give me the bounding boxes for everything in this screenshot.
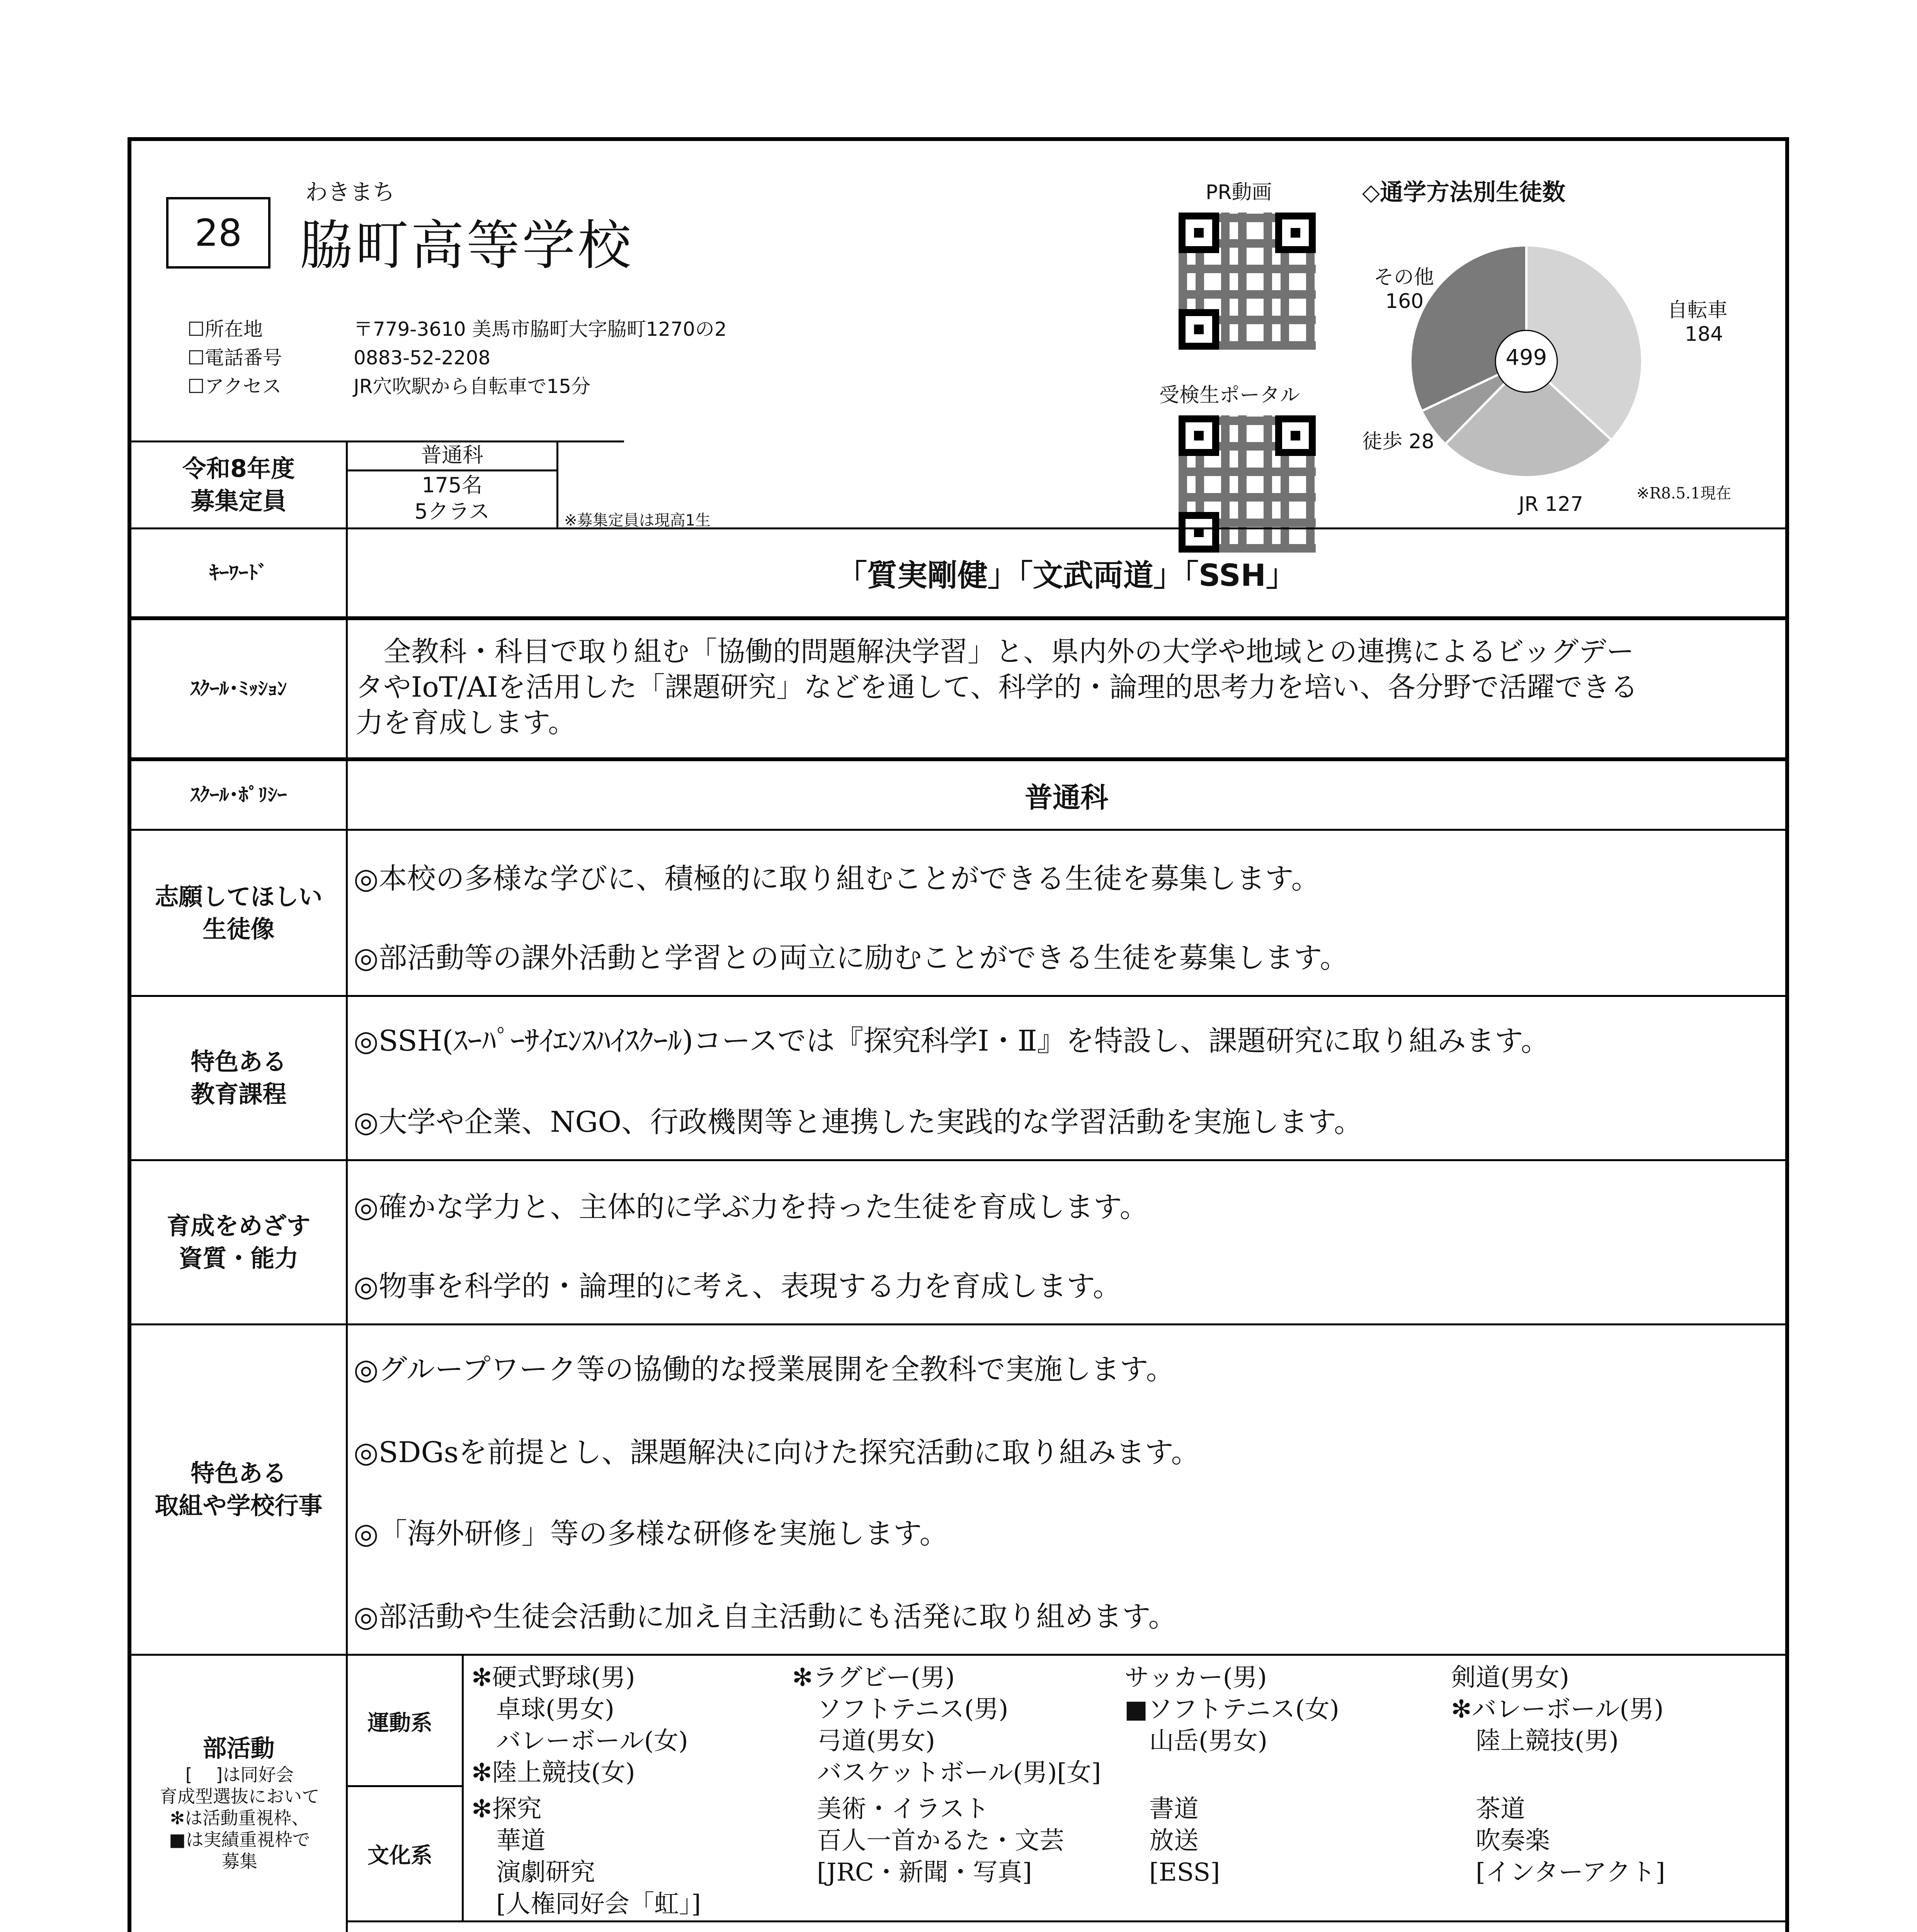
divider bbox=[131, 1159, 1785, 1161]
divider bbox=[462, 1654, 464, 1920]
policy-label: ｽｸｰﾙ･ﾎﾟﾘｼｰ bbox=[190, 783, 287, 806]
club-item: ✻ラグビー(男) bbox=[792, 1663, 955, 1692]
club-item: 茶道 bbox=[1451, 1795, 1525, 1823]
club-item: 書道 bbox=[1124, 1795, 1199, 1823]
label-jr: JR 127 bbox=[1519, 493, 1584, 516]
mission-line: タやIoT/AIを活用した「課題研究」などを通して、科学的・論理的思考力を培い、各分野で活躍できる bbox=[356, 671, 1638, 703]
club-item: 山岳(男女) bbox=[1124, 1727, 1267, 1755]
info-row-address bbox=[187, 315, 727, 344]
school-number-box bbox=[166, 197, 270, 269]
label-other: その他 bbox=[1374, 266, 1434, 289]
divider bbox=[131, 1654, 1785, 1656]
info-value: 〒779-3610 美馬市脇町大字脇町1270の2 bbox=[354, 318, 727, 340]
info-label: ☐電話番号 bbox=[187, 347, 282, 369]
curriculum-item: ◎大学や企業、NGO、行政機関等と連携した実践的な学習活動を実施します。 bbox=[354, 1105, 1363, 1139]
club-item: 弓道(男女) bbox=[792, 1727, 935, 1755]
club-item: 放送 bbox=[1124, 1827, 1199, 1855]
label-bicycle: 自転車 bbox=[1667, 299, 1728, 322]
ideal-item: ◎本校の多様な学びに、積極的に取り組むことができる生徒を募集します。 bbox=[354, 862, 1320, 895]
abilities-item: ◎物事を科学的・論理的に考え、表現する力を育成します。 bbox=[354, 1270, 1122, 1303]
club-item: ✻硬式野球(男) bbox=[471, 1663, 635, 1692]
club-item: 陸上競技(男) bbox=[1451, 1727, 1619, 1755]
curriculum-item: ◎SSH(ｽｰﾊﾟｰｻｲｴﾝｽﾊｲｽｸｰﾙ)コースでは『探究科学Ⅰ・Ⅱ』を特設し、課題研究に取り組みます。 bbox=[354, 1024, 1550, 1058]
label-other-value: 160 bbox=[1385, 290, 1424, 313]
abilities-item: ◎確かな学力と、主体的に学ぶ力を持った生徒を育成します。 bbox=[354, 1190, 1148, 1224]
qr-pr-video[interactable] bbox=[1179, 213, 1316, 350]
divider bbox=[346, 1920, 1785, 1922]
divider bbox=[131, 829, 1785, 831]
divider bbox=[131, 995, 1785, 997]
club-item: 吹奏楽 bbox=[1451, 1827, 1550, 1855]
qr-pr-label: PR動画 bbox=[1206, 181, 1272, 204]
ideal-item: ◎部活動等の課外活動と学習との両立に励むことができる生徒を募集します。 bbox=[354, 941, 1349, 975]
label-walk: 徒歩 28 bbox=[1362, 430, 1434, 453]
divider bbox=[131, 757, 1785, 761]
keyword-label: ｷｰﾜｰﾄﾞ bbox=[209, 561, 268, 584]
info-value: 0883-52-2208 bbox=[354, 347, 491, 369]
club-item: 美術・イラスト bbox=[792, 1795, 990, 1823]
school-info-sheet bbox=[128, 137, 1789, 1932]
clubs-note: [ ]は同好会 育成型選抜において ✻は活動重視枠、 ■は実績重視枠で 募集 bbox=[160, 1764, 320, 1872]
label-column-divider bbox=[346, 527, 348, 1932]
curriculum-label: 特色ある 教育課程 bbox=[191, 1048, 287, 1108]
club-item: サッカー(男) bbox=[1124, 1663, 1267, 1692]
club-achievement-small bbox=[1074, 1930, 1704, 1932]
events-item: ◎「海外研修」等の多様な研修を実施します。 bbox=[354, 1517, 948, 1550]
clubs-label: 部活動 bbox=[202, 1734, 275, 1762]
quota-label: 令和8年度 募集定員 bbox=[182, 454, 295, 515]
club-item: 演劇研究 bbox=[471, 1858, 595, 1887]
info-label: ☐所在地 bbox=[187, 318, 263, 340]
club-item: 剣道(男女) bbox=[1451, 1663, 1569, 1692]
mission-label: ｽｸｰﾙ･ﾐｯｼｮﾝ bbox=[190, 677, 287, 700]
club-item: [ESS] bbox=[1124, 1858, 1220, 1887]
club-item: ■ソフトテニス(女) bbox=[1124, 1695, 1339, 1724]
qr-portal-label: 受検生ポータル bbox=[1159, 384, 1300, 407]
club-item: ✻陸上競技(女) bbox=[471, 1759, 635, 1787]
school-name-reading: わきまち bbox=[305, 179, 395, 205]
club-item: バレーボール(女) bbox=[471, 1727, 688, 1755]
club-item: 華道 bbox=[471, 1827, 546, 1855]
info-value: JR穴吹駅から自転車で15分 bbox=[354, 375, 591, 398]
club-item: 卓球(男女) bbox=[471, 1695, 614, 1724]
commute-note: ※R8.5.1現在 bbox=[1636, 485, 1732, 502]
club-item: ✻バレーボール(男) bbox=[1451, 1695, 1664, 1724]
mission-text bbox=[356, 634, 1781, 740]
quota-count: 175名 bbox=[422, 473, 483, 497]
commute-total: 499 bbox=[1505, 345, 1547, 370]
ideal-label: 志願してほしい 生徒像 bbox=[155, 882, 323, 943]
quota-note: ※募集定員は現高1生 bbox=[564, 512, 711, 529]
events-label: 特色ある 取組や学校行事 bbox=[155, 1459, 323, 1520]
events-item: ◎グループワーク等の協働的な授業展開を全教科で実施します。 bbox=[354, 1353, 1175, 1386]
club-type-sports: 運動系 bbox=[367, 1711, 432, 1736]
club-item: バスケットボール(男)[女] bbox=[792, 1759, 1101, 1787]
label-bicycle-value: 184 bbox=[1685, 323, 1723, 346]
school-number: 28 bbox=[194, 211, 242, 255]
quota-classes: 5クラス bbox=[414, 499, 490, 524]
quota-table bbox=[346, 440, 558, 527]
info-row-phone bbox=[187, 344, 727, 372]
club-item: ソフトテニス(男) bbox=[792, 1695, 1009, 1724]
commute-title: ◇通学方法別生徒数 bbox=[1362, 179, 1566, 206]
school-name: 脇町高等学校 bbox=[299, 214, 634, 277]
school-info bbox=[187, 315, 727, 401]
abilities-label: 育成をめざす 資質・能力 bbox=[167, 1212, 311, 1272]
info-row-access bbox=[187, 372, 727, 401]
keyword-text: 「質実剛健」「文武両道」「SSH」 bbox=[837, 558, 1296, 593]
club-item: [インターアクト] bbox=[1451, 1858, 1665, 1887]
club-item: [人権同好会「虹」] bbox=[471, 1890, 701, 1918]
club-item: ✻探究 bbox=[471, 1795, 542, 1823]
info-label: ☐アクセス bbox=[187, 375, 282, 398]
divider bbox=[131, 616, 1785, 620]
quota-course: 普通科 bbox=[348, 440, 556, 471]
mission-line: 力を育成します。 bbox=[356, 706, 576, 739]
club-item: 百人一首かるた・文芸 bbox=[792, 1827, 1064, 1855]
policy-course: 普通科 bbox=[1024, 781, 1108, 814]
events-item: ◎SDGsを前提とし、課題解決に向けた探究活動に取り組みます。 bbox=[354, 1436, 1200, 1469]
club-item: [JRC・新聞・写真] bbox=[792, 1858, 1032, 1887]
events-item: ◎部活動や生徒会活動に加え自主活動にも活発に取り組めます。 bbox=[354, 1600, 1177, 1633]
club-type-culture: 文化系 bbox=[367, 1843, 432, 1868]
divider bbox=[131, 1323, 1785, 1325]
mission-line: 全教科・科目で取り組む「協働的問題解決学習」と、県内外の大学や地域との連携によるビッグデー bbox=[356, 635, 1635, 668]
